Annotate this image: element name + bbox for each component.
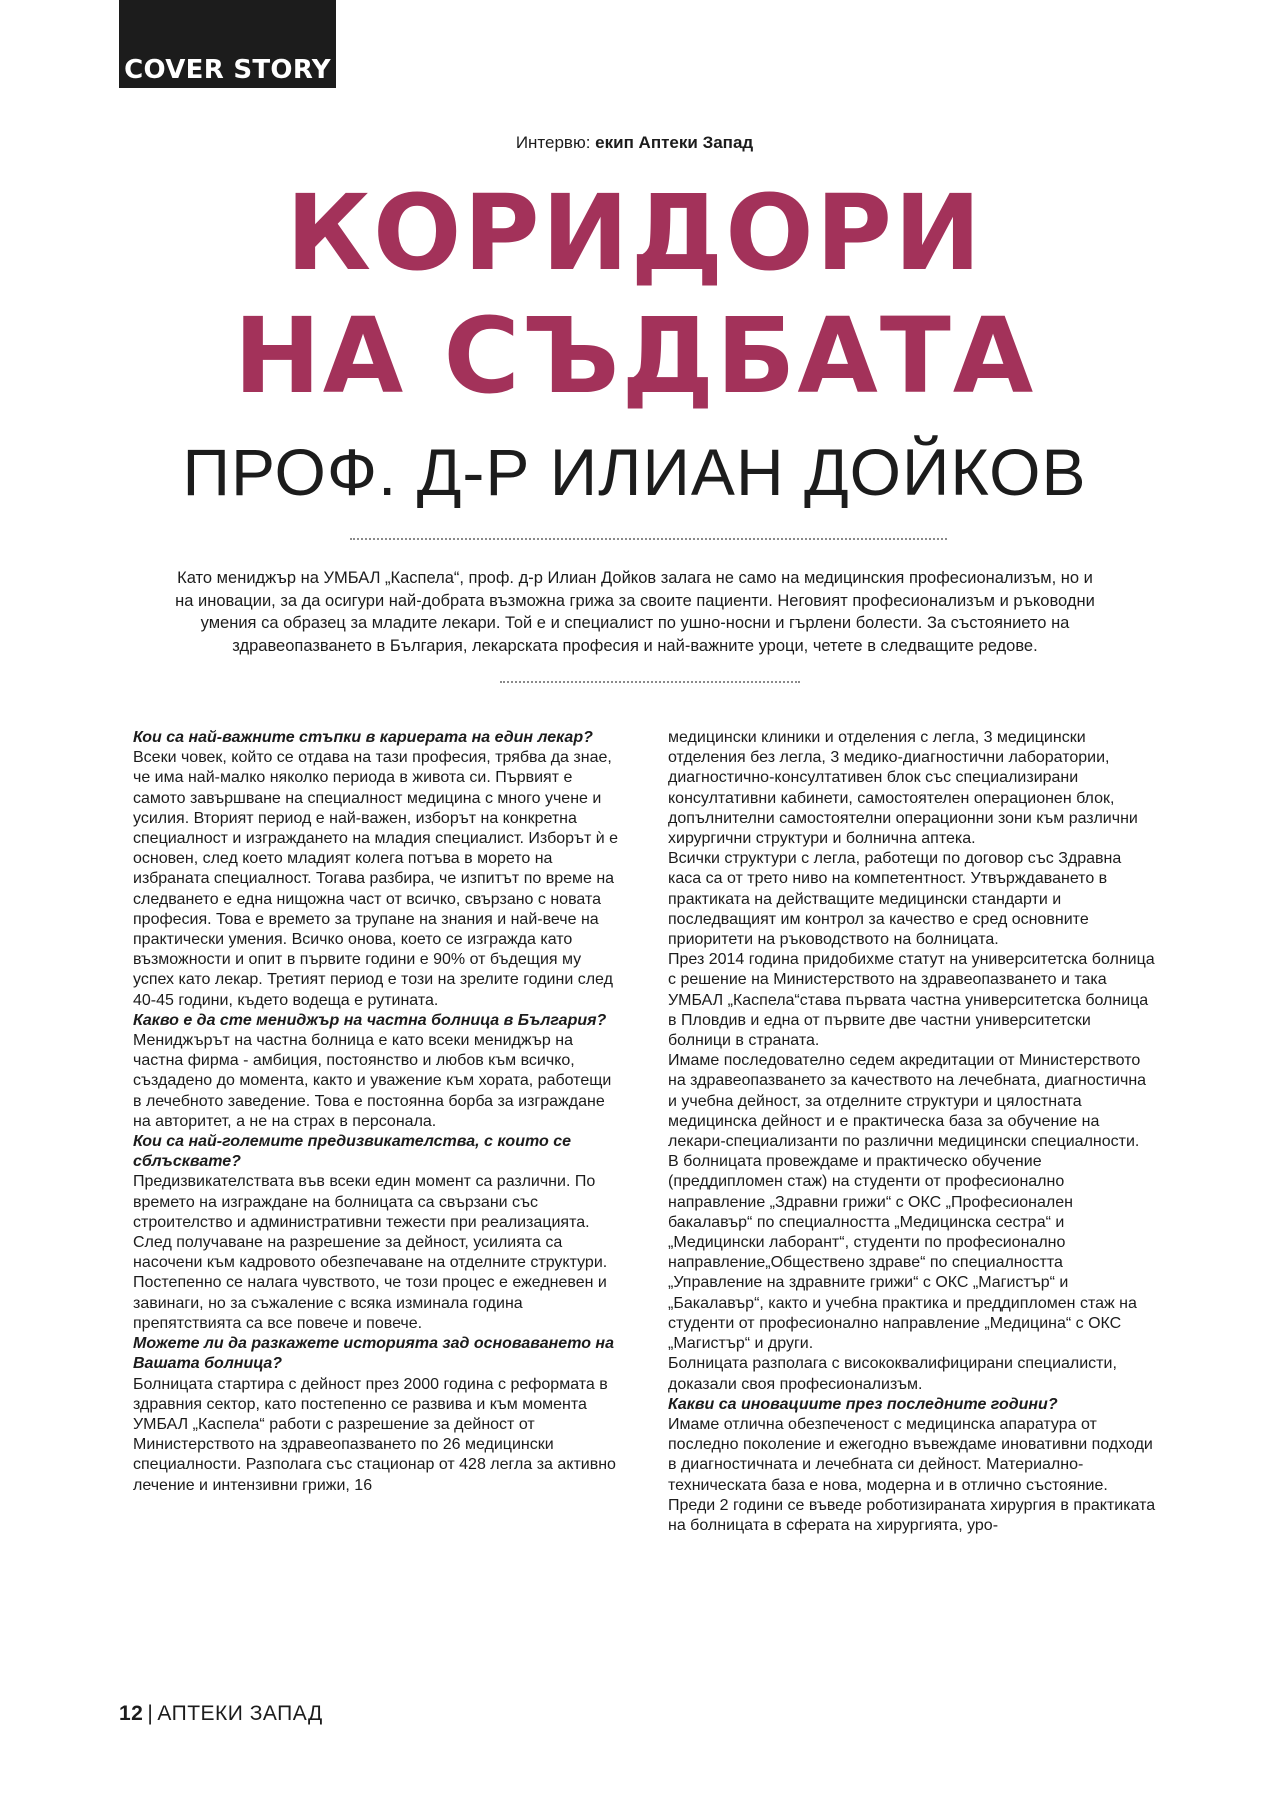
- interview-question: Кои са най-важните стъпки в кариерата на един лекар?: [133, 729, 593, 746]
- interview-question: Какви са иновациите през последните години?: [668, 1395, 1058, 1413]
- interview-answer: Имаме отлична обезпеченост с медицинска апаратура от последно поколение и ежегодно въвеждаме иновативни подходи в диагностичната и лечебната си дейност. Материално-техническата база е нова, модерна и в отлично състояние.: [668, 1415, 1153, 1494]
- interview-answer: Преди 2 години се въведе роботизираната хирургия в практиката на болницата в сферата на хирургията, уро-: [668, 1496, 1156, 1534]
- interview-answer: В болницата провеждаме и практическо обучение (преддипломен стаж) на студенти от професионално направление „Здравни грижи“ с ОКС „Професионален бакалавър“ по специалността „Медицинска сестра“ и „Медицински лаборант“, студенти по професионално направление„Обществено здраве“ по специалността „Управление на здравните грижи“ с ОКС „Магистър“ и „Бакалавър“, както и учебна практика и преддипломен стаж на студенти от професионално направление „Медицина“ с ОКС „Магистър“ и други.: [668, 1153, 1137, 1353]
- interview-answer: Всеки човек, който се отдава на тази професия, трябва да знае, че има най-малко няколко периода в живота си. Първият е самото завършване на специалност медицина с много учене и усилия. Вторият период е най-важен, изборът на конкретна специалност и изграждането на младия специалист. Изборът ѝ е основен, след което младият колега потъва в морето на избраната специалност. Тогава разбира, че изпитът по време на следването е една нищожна част от всичко, свързано с новата професия. Това е времето за трупане на знания и най-вече на практически умения. Всичко онова, което се изгражда като възможности и опит в първите години е 90% от бъдещия му успех като лекар. Третият период е този на зрелите години след 40-45 години, където водеща е рутината.: [133, 749, 619, 1009]
- interview-answer: Имаме последователно седем акредитации от Министерството на здравеопазването за качеството на лечебната, диагностична и учебна дейност, за отделните структури и цялостната медицинска дейност и е практическа база за обучение на лекари-специализанти по различни медицински специалности.: [668, 1052, 1147, 1151]
- byline-author: екип Аптеки Запад: [595, 133, 754, 152]
- publication-name: АПТЕКИ ЗАПАД: [157, 1702, 323, 1725]
- footer-separator: |: [147, 1702, 154, 1725]
- headline-line-1: КОРИДОРИ: [286, 172, 983, 294]
- interview-answer: Всички структури с легла, работещи по договор със Здравна каса са от трето ниво на компетентност. Утвърждаването в практиката на действащите медицински стандарти и последващият им контрол за качество е сред основните приоритети на ръководството на болницата.: [668, 850, 1122, 949]
- interview-question: Какво е да сте мениджър на частна болница в България?: [133, 1011, 607, 1029]
- dotted-divider-top: [350, 538, 947, 540]
- article-column-left: [133, 728, 623, 1496]
- dotted-divider-bottom: [500, 681, 800, 683]
- interview-answer: Мениджърът на частна болница е като всеки мениджър на частна фирма - амбиция, постоянство и любов към всичко, създадено до момента, както и уважение към хората, работещи в лечебното заведение. Това е постоянна борба за изграждане на авторитет, а не на страх в персонала.: [133, 1032, 612, 1130]
- interview-answer: Болницата разполага с висококвалифицирани специалисти, доказали своя професионализъм.: [668, 1355, 1117, 1393]
- byline: [0, 133, 1269, 153]
- byline-prefix: Интервю:: [515, 133, 596, 152]
- interview-answer: медицински клиники и отделения с легла, 3 медицински отделения без легла, 3 медико-диагностични лаборатории, диагностично-консултативен блок със специализирани консултативни кабинети, самостоятелен операционен блок, допълнителни самостоятелни операционни зони към различни хирургични структури и болнична аптека.: [668, 729, 1138, 848]
- headline-line-2: НА СЪДБАТА: [233, 295, 1036, 417]
- page-number: 12: [119, 1702, 144, 1725]
- interview-question: Можете ли да разкажете историята зад основаването на Вашата болница?: [133, 1335, 614, 1373]
- interview-question: Кои са най-големите предизвикателства, с които се сблъсквате?: [133, 1133, 572, 1171]
- section-label: COVER STORY: [119, 0, 336, 88]
- interview-answer: Предизвикателствата във всеки един момент са различни. По времето на изграждане на болницата са свързани със строителство и административни тежести при реализацията.: [133, 1173, 596, 1231]
- intro-paragraph: Като мениджър на УМБАЛ „Каспела“, проф. д-р Илиан Дойков залага не само на медицинския професионализъм, но и на иновации, за да осигури най-добрата възможна грижа за своите пациенти. Неговият професионализъм и ръководни умения са образец за младите лекари. Той е и специалист по ушно-носни и гърлени болести. За състоянието на здравеопазването в България, лекарската професия и най-важните уроци, четете в следващите редове.: [175, 569, 1095, 655]
- page-footer: [119, 1702, 323, 1726]
- article-column-right: [668, 728, 1158, 1536]
- interview-answer: Болницата стартира с дейност през 2000 година с реформата в здравния сектор, като постепенно се развива и към момента УМБАЛ „Каспела“ работи с разрешение за дейност от Министерството на здравеопазването по 26 медицински специалности. Разполага със стационар от 428 легла за активно лечение и интензивни грижи, 16: [133, 1375, 616, 1494]
- interview-answer: След получаване на разрешение за дейност, усилията са насочени към кадровото обезпечаване на отделните структури. Постепенно се налага чувството, че този процес е ежедневен и завинаги, но за съжаление с всяка изминала година препятствията са все повече и повече.: [133, 1234, 608, 1332]
- interview-answer: През 2014 година придобихме статут на университетска болница с решение на Министерството на здравеопазването и така УМБАЛ „Каспела“става първата частна университетска болница в Пловдив и една от първите две частни университетски болници в страната.: [668, 951, 1155, 1050]
- subtitle: ПРОФ. Д-Р ИЛИАН ДОЙКОВ: [182, 435, 1087, 509]
